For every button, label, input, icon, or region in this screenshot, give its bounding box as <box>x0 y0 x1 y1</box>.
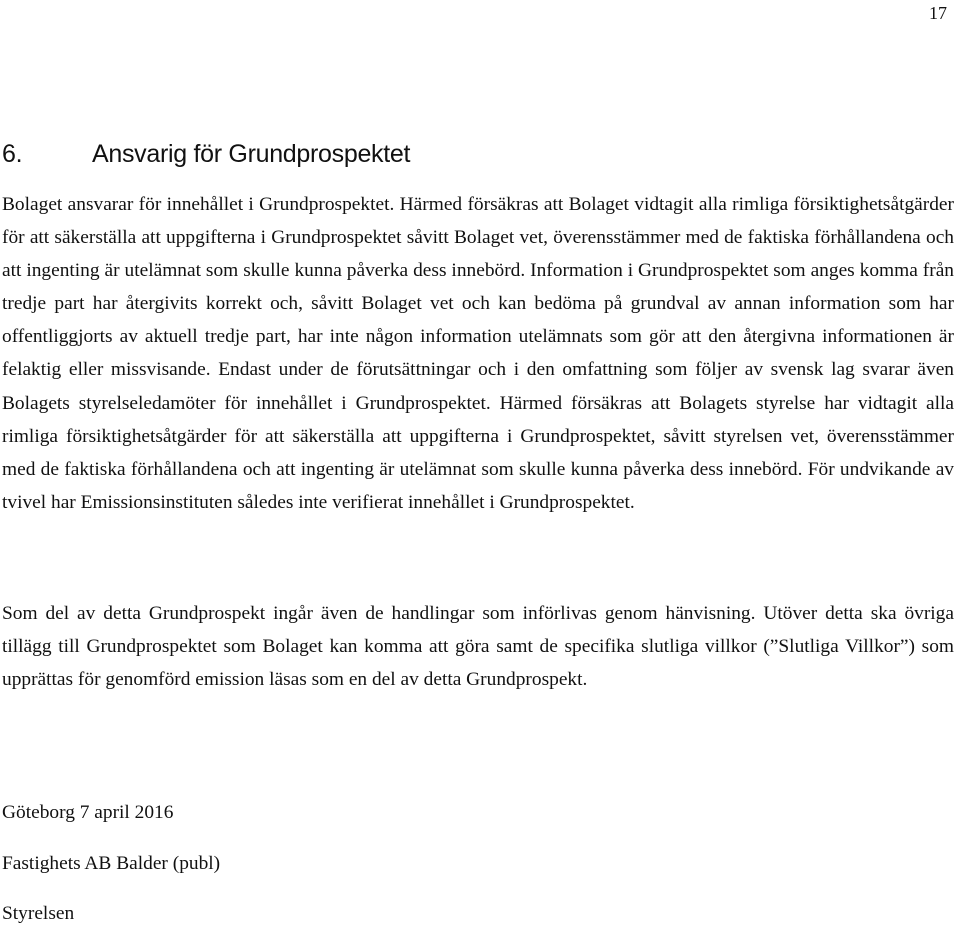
responsibility-paragraph: Bolaget ansvarar för innehållet i Grundprospektet. Härmed försäkras att Bolaget vidtagit alla rimliga försiktighetsåtgärder för att säkerställa att uppgifterna i Grundprospektet såvitt Bolaget vet, överensstämmer med de faktiska förhållandena och att ingenting är utelämnat som skulle kunna påverka dess innebörd. Information i Grundprospektet som anges komma från tredje part har återgivits korrekt och, såvitt Bolaget vet och kan bedöma på grundval av annan information som har offentliggjorts av aktuell tredje part, har inte någon information utelämnats som gör att den återgivna informationen är felaktig eller missvisande. Endast under de förutsättningar och i den omfattning som följer av svensk lag svarar även Bolagets styrelseledamöter för innehållet i Grundprospektet. Härmed försäkras att Bolagets styrelse har vidtagit alla rimliga försiktighetsåtgärder för att säkerställa att uppgifterna i Grundprospektet, såvitt styrelsen vet, överensstämmer med de faktiska förhållandena och att ingenting är utelämnat som skulle kunna påverka dess innebörd. För undvikande av tvivel har Emissionsinstituten således inte verifierat innehållet i Grundprospektet. <box>2 194 954 513</box>
section-number: 6. <box>2 140 23 168</box>
section-heading <box>2 138 410 170</box>
signature-company: Fastighets AB Balder (publ) <box>2 853 221 874</box>
incorporation-paragraph: Som del av detta Grundprospekt ingår även de handlingar som införlivas genom hänvisning. Utöver detta ska övriga tillägg till Grundprospektet som Bolaget kan komma att göra samt de specifika slutliga villkor (”Slutliga Villkor”) som upprättas för genomförd emission läsas som en del av detta Grundprospekt. <box>2 603 954 691</box>
page-number: 17 <box>929 3 947 23</box>
signature-place-date: Göteborg 7 april 2016 <box>2 802 174 823</box>
section-title: Ansvarig för Grundprospektet <box>92 140 411 168</box>
signature-signatory: Styrelsen <box>2 903 75 924</box>
